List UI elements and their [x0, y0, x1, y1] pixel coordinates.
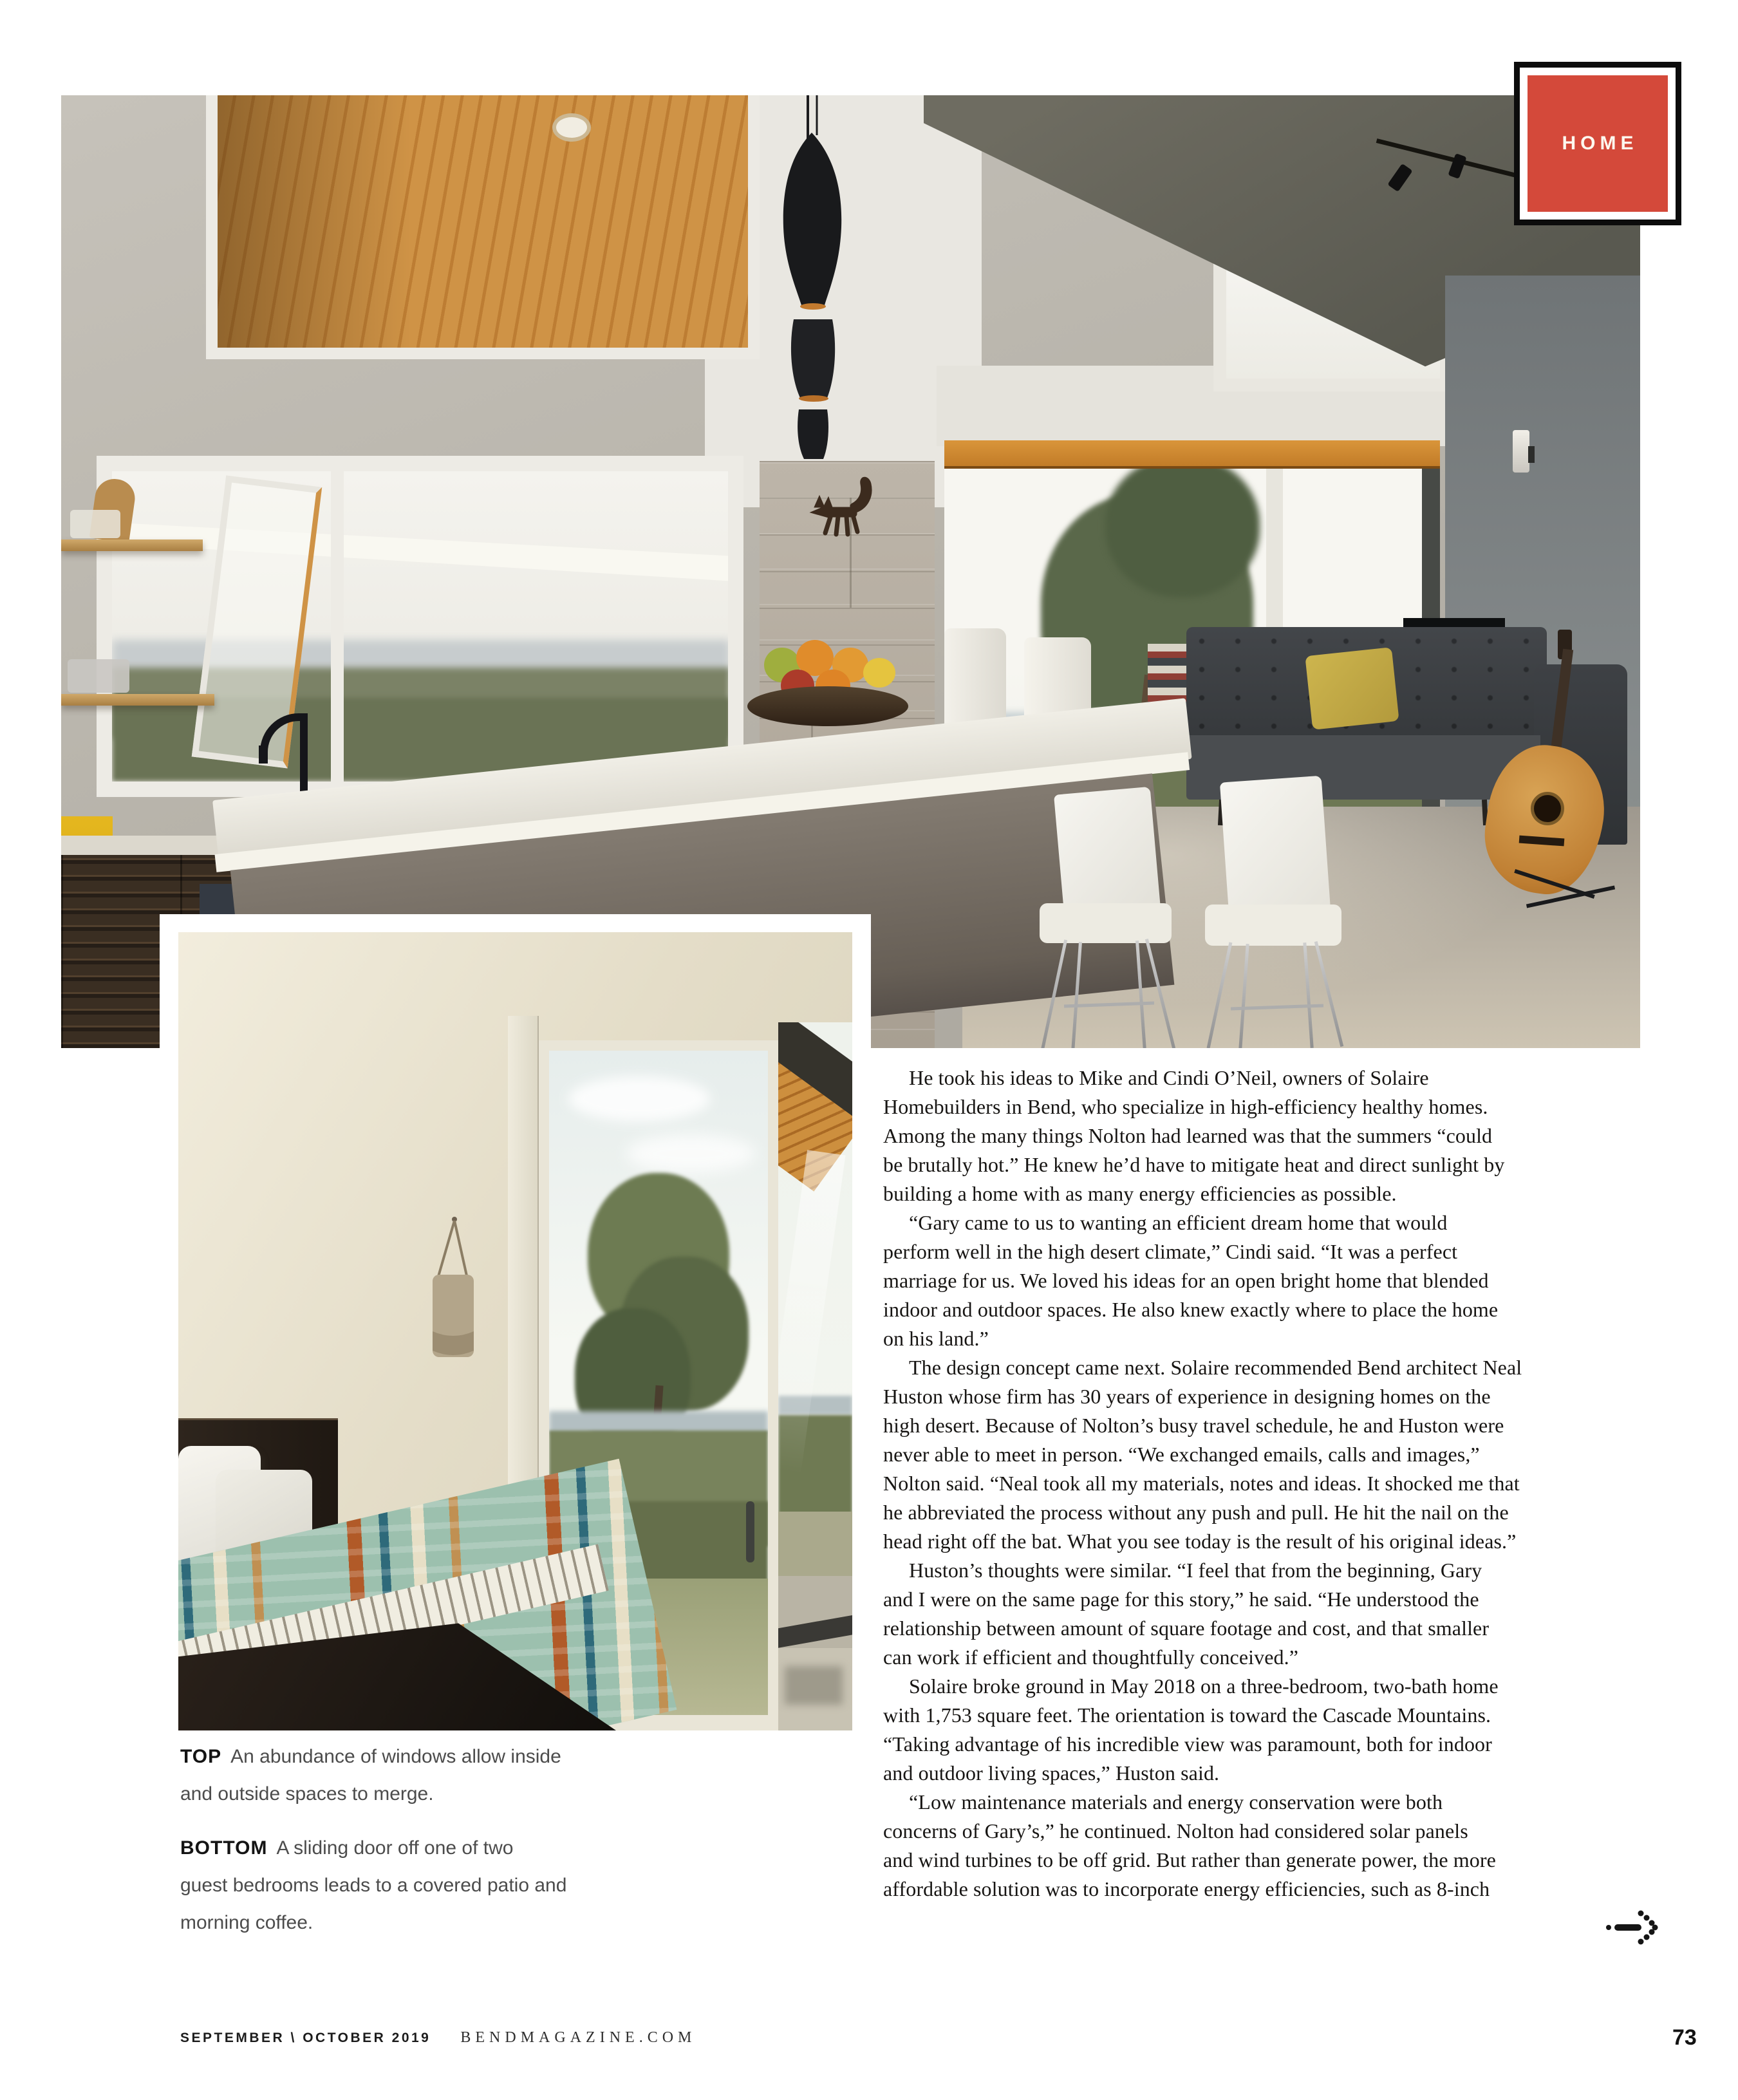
article-line: never able to meet in person. “We exchanged emails, calls and images,” [883, 1443, 1480, 1466]
article-line: He took his ideas to Mike and Cindi O’Neil, owners of Solaire [909, 1066, 1429, 1089]
stool-leg [1314, 941, 1343, 1047]
fruit-lemon [863, 658, 895, 688]
stool-leg [1207, 942, 1233, 1048]
patio-shadow [785, 1666, 843, 1705]
bar-stool [1014, 791, 1181, 1048]
caption-line [180, 1738, 644, 1776]
floating-shelf-lower [61, 694, 214, 706]
article-line: Huston’s thoughts were similar. “I feel that from the beginning, Gary [909, 1559, 1482, 1582]
stool-back [1054, 787, 1161, 917]
caption-line [180, 1867, 644, 1904]
caption-text: An abundance of windows allow inside [230, 1746, 561, 1767]
floating-shelf-upper [61, 539, 203, 551]
juniper-tree-top [1105, 469, 1260, 597]
article-line: building a home with as many energy efficiencies as possible. [883, 1182, 1397, 1205]
page-number: 73 [1672, 2025, 1697, 2050]
article-line: high desert. Because of Nolton’s busy travel schedule, he and Huston were [883, 1414, 1504, 1437]
caption-line [180, 1904, 644, 1942]
article-line: affordable solution was to incorporate energy efficiencies, such as 8-inch [883, 1877, 1490, 1900]
stool-leg [1071, 942, 1082, 1048]
article-line: perform well in the high desert climate,” Cindi said. “It was a perfect [883, 1240, 1458, 1263]
sail-shade [112, 510, 730, 594]
door-fixed-panel [778, 1022, 852, 1730]
hanging-bag [425, 1215, 484, 1367]
acoustic-guitar [1474, 630, 1622, 932]
inset-photo-frame [160, 914, 871, 1732]
article-body [883, 1064, 1611, 1904]
footer [180, 2029, 696, 2047]
bar-stool [1178, 779, 1352, 1048]
guitar-soundhole [1531, 792, 1564, 825]
door-handle [746, 1501, 754, 1562]
caption-line [180, 1776, 644, 1813]
shelf-dishes-upper [70, 510, 120, 538]
stool-leg [1041, 939, 1067, 1048]
article-line: “Gary came to us to wanting an efficient dream home that would [909, 1211, 1448, 1234]
wall-sconce [1513, 430, 1529, 473]
badge-red-square [1528, 75, 1668, 212]
caption-line [180, 1830, 644, 1867]
article-line: Nolton said. “Neal took all my materials, notes and ideas. It shocked me that [883, 1472, 1520, 1495]
article-line: he abbreviated the process without any push and pull. He hit the nail on the [883, 1501, 1509, 1524]
caption-text: A sliding door off one of two [276, 1837, 514, 1859]
article-line: The design concept came next. Solaire recommended Bend architect Neal [909, 1356, 1522, 1379]
stool-seat [1040, 903, 1172, 943]
main-photo-living-area [61, 95, 1640, 1048]
cloud [568, 1076, 710, 1121]
bowl [747, 686, 908, 726]
article-line: “Taking advantage of his incredible view was paramount, both for indoor [883, 1732, 1492, 1756]
bedroom-photo [178, 932, 852, 1730]
badge-white-ring [1520, 68, 1676, 220]
article-line: on his land.” [883, 1327, 989, 1350]
article-line: concerns of Gary’s,” he continued. Nolton had considered solar panels [883, 1819, 1468, 1842]
stool-seat [1205, 905, 1341, 946]
article-line: and I were on the same page for this story,” he said. “He understood the [883, 1588, 1479, 1611]
continued-arrow-icon [1604, 1907, 1658, 1948]
stool-leg [1135, 941, 1146, 1048]
article-line: can work if efficient and thoughtfully conceived.” [883, 1645, 1299, 1669]
stool-leg [1238, 944, 1249, 1048]
article-line: Among the many things Nolton had learned was that the summers “could [883, 1124, 1493, 1147]
article-line: head right off the bat. What you see today is the result of his original ideas.” [883, 1530, 1517, 1553]
stool-leg [1303, 942, 1313, 1048]
caption-text: morning coffee. [180, 1912, 313, 1933]
recessed-light [552, 113, 591, 142]
article-line: Homebuilders in Bend, who specialize in high-efficiency healthy homes. [883, 1095, 1488, 1118]
article-line: be brutally hot.” He knew he’d have to mitigate heat and direct sunlight by [883, 1153, 1505, 1176]
stool-leg [1145, 939, 1175, 1048]
caption-block [180, 1830, 644, 1942]
wood-shade-overlay [218, 95, 411, 348]
footer-issue-date: SEPTEMBER \ OCTOBER 2019 [180, 2030, 431, 2045]
captions [180, 1738, 644, 1958]
article-line: “Low maintenance materials and energy conservation were both [909, 1790, 1443, 1814]
article-line: and outdoor living spaces,” Huston said. [883, 1761, 1220, 1785]
article-line: and wind turbines to be off grid. But rather than generate power, the more [883, 1848, 1496, 1871]
caption-label: TOP [180, 1746, 222, 1767]
cloud [626, 1134, 755, 1173]
caption-text: and outside spaces to merge. [180, 1783, 434, 1805]
caption-text: guest bedrooms leads to a covered patio and [180, 1875, 567, 1896]
stool-back [1220, 776, 1331, 918]
home-section-badge [1514, 62, 1681, 225]
article-line: relationship between amount of square footage and cost, and that smaller [883, 1617, 1490, 1640]
article-line: marriage for us. We loved his ideas for an open bright home that blended [883, 1269, 1489, 1292]
shelf-dishes-lower [68, 659, 129, 693]
caption-label: BOTTOM [180, 1837, 268, 1859]
article-line: with 1,753 square feet. The orientation is toward the Cascade Mountains. [883, 1703, 1491, 1727]
fruit-bowl [718, 630, 937, 739]
clerestory-window-wood-ceiling [206, 95, 760, 359]
pendant-lights [763, 95, 859, 514]
article-line: Huston whose firm has 30 years of experience in designing homes on the [883, 1385, 1491, 1408]
footer-website: BENDMAGAZINE.COM [460, 2029, 696, 2046]
badge-label: HOME [1562, 133, 1638, 154]
patio-door-header [944, 440, 1440, 469]
caption-block [180, 1738, 644, 1813]
article-line: indoor and outdoor spaces. He also knew exactly where to place the home [883, 1298, 1499, 1321]
yellow-pillow [1305, 647, 1399, 729]
sconce-bracket [1528, 446, 1535, 463]
article-line: Solaire broke ground in May 2018 on a three-bedroom, two-bath home [909, 1674, 1499, 1698]
